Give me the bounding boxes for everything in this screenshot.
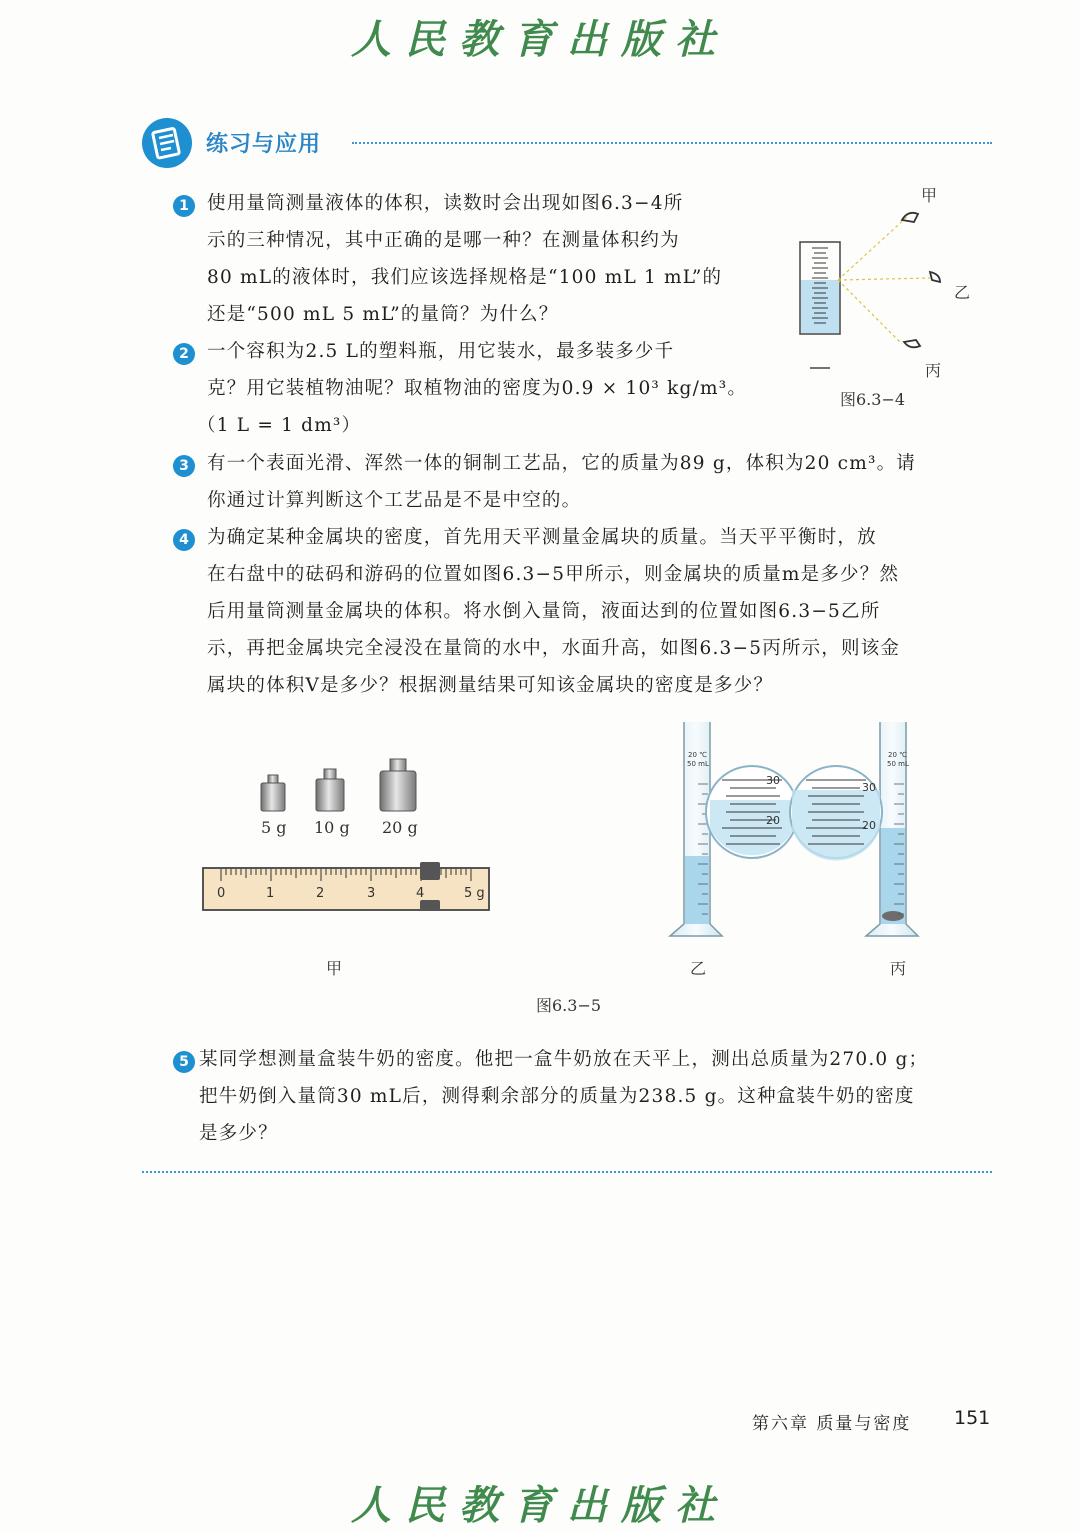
ruler-tick-label: 3 [367, 886, 376, 901]
panel-label-yi: 乙 [690, 959, 707, 978]
figure-6-3-4-caption: 图6.3−4 [840, 390, 906, 409]
zoom-mark: 30 [862, 781, 876, 794]
zoom-mark: 20 [862, 819, 876, 832]
question-number-5: 5 [173, 1051, 195, 1073]
question-4-line: 在右盘中的砝码和游码的位置如图6.3−5甲所示，则金属块的质量m是多少？然 [207, 564, 900, 585]
publisher-logo-top: 人民教育出版社 [351, 16, 729, 63]
question-number-3: 3 [173, 455, 195, 477]
rider-scale [200, 862, 492, 918]
zoom-mark: 20 [766, 814, 780, 827]
question-1-line: 示的三种情况，其中正确的是哪一种？在测量体积约为 [207, 230, 680, 251]
question-4-line: 为确定某种金属块的密度，首先用天平测量金属块的质量。当天平平衡时，放 [207, 527, 877, 548]
question-number-1: 1 [173, 195, 195, 217]
ruler-tick-label: 0 [217, 886, 226, 901]
question-4-line: 属块的体积V是多少？根据测量结果可知该金属块的密度是多少？ [207, 675, 774, 696]
zoom-mark: 30 [766, 774, 780, 787]
weight-label: 20 g [382, 818, 418, 837]
ruler-tick-label: 1 [266, 886, 275, 901]
section-title: 练习与应用 [206, 132, 322, 157]
publisher-logo-bottom: 人民教育出版社 [351, 1482, 729, 1529]
question-1-line: 80 mL的液体时，我们应该选择规格是“100 mL 1 mL”的 [207, 267, 723, 288]
question-number-2: 2 [173, 343, 195, 365]
cylinder-spec-temp: 20 ℃ [888, 751, 907, 759]
question-5-line: 是多少？ [199, 1123, 278, 1144]
panel-label-jia: 甲 [326, 959, 343, 978]
question-2-line: 一个容积为2.5 L的塑料瓶，用它装水，最多装多少千 [207, 341, 675, 362]
question-1-line: 使用量筒测量液体的体积，读数时会出现如图6.3−4所 [207, 193, 684, 214]
section-header [142, 118, 992, 170]
panel-label-bing: 丙 [890, 959, 907, 978]
question-4-line: 示，再把金属块完全浸没在量筒的水中，水面升高，如图6.3−5丙所示，则该金 [207, 638, 901, 659]
weights-set [255, 755, 425, 815]
question-4-line: 后用量筒测量金属块的体积。将水倒入量筒，液面达到的位置如图6.3−5乙所 [207, 601, 881, 622]
rider-block [420, 900, 440, 910]
question-3-line: 你通过计算判断这个工艺品是不是中空的。 [207, 490, 582, 511]
label-bing: 丙 [925, 361, 942, 380]
cylinder-spec-temp: 20 ℃ [688, 751, 707, 759]
label-yi: 乙 [954, 283, 971, 302]
cylinder-spec-volume: 50 mL [887, 760, 909, 768]
ruler-tick-label: 2 [316, 886, 325, 901]
page-number: 151 [954, 1407, 991, 1429]
question-5-line: 某同学想测量盒装牛奶的密度。他把一盒牛奶放在天平上，测出总质量为270.0 g； [199, 1049, 929, 1070]
question-5-line: 把牛奶倒入量筒30 mL后，测得剩余部分的质量为238.5 g。这种盒装牛奶的密度 [199, 1086, 915, 1107]
figure-6-3-5-caption: 图6.3−5 [536, 996, 602, 1015]
weight-20g [380, 759, 416, 811]
weight-5g [261, 775, 285, 811]
question-3-line: 有一个表面光滑、浑然一体的铜制工艺品，它的质量为89 g，体积为20 cm³。请 [207, 453, 917, 474]
zoom-bubble-yi [706, 766, 798, 858]
question-2-line: （1 L = 1 dm³） [197, 415, 362, 436]
weight-label: 10 g [314, 818, 350, 837]
section-end-divider [142, 1171, 992, 1173]
ruler-tick-label: 4 [416, 886, 425, 901]
label-jia: 甲 [921, 186, 938, 205]
cylinder-spec-volume: 50 mL [687, 760, 709, 768]
weight-label: 5 g [261, 818, 287, 837]
question-2-line: 克？用它装植物油呢？取植物油的密度为0.9 × 10³ kg/m³。 [207, 378, 748, 399]
question-1-line: 还是“500 mL 5 mL”的量筒？为什么？ [207, 304, 559, 325]
notebook-icon [142, 118, 192, 168]
question-number-4: 4 [173, 529, 195, 551]
ruler-tick-label: 5 g [464, 886, 485, 901]
chapter-title: 第六章 质量与密度 [752, 1414, 912, 1434]
section-divider [352, 142, 992, 144]
weight-10g [316, 769, 344, 811]
rider-block [420, 862, 440, 880]
